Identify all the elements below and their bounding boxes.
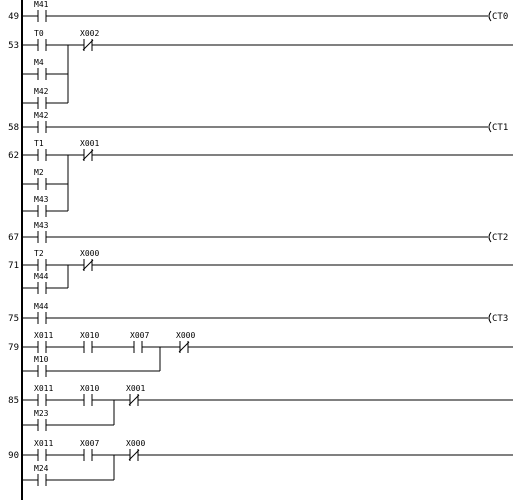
nc-contact bbox=[80, 139, 99, 161]
contact-label: X001 bbox=[80, 139, 100, 148]
contact-label: X010 bbox=[80, 384, 100, 393]
step-number: 71 bbox=[8, 261, 19, 271]
contact-label: X002 bbox=[80, 29, 100, 38]
no-contact bbox=[34, 331, 53, 353]
contact-label: M4 bbox=[34, 58, 44, 67]
contact-label: M43 bbox=[34, 195, 49, 204]
nc-contact bbox=[80, 29, 99, 51]
no-contact bbox=[34, 409, 49, 431]
counter-coil bbox=[489, 11, 508, 22]
contact-label: T1 bbox=[34, 139, 44, 148]
coil-bracket bbox=[489, 11, 491, 21]
contact-label: M24 bbox=[34, 464, 49, 473]
step-number: 85 bbox=[8, 396, 19, 406]
contact-label: T0 bbox=[34, 29, 44, 38]
contact-label: M44 bbox=[34, 302, 49, 311]
nc-contact bbox=[126, 384, 145, 406]
rung bbox=[8, 439, 513, 486]
counter-coil bbox=[489, 122, 508, 133]
no-contact bbox=[34, 168, 46, 190]
nc-contact bbox=[176, 331, 195, 353]
no-contact bbox=[34, 195, 49, 217]
rung bbox=[8, 221, 508, 243]
coil-label: CT3 bbox=[492, 314, 509, 324]
rung bbox=[8, 0, 508, 22]
contact-label: X007 bbox=[80, 439, 100, 448]
contact-label: M41 bbox=[34, 0, 49, 9]
contact-label: X000 bbox=[176, 331, 196, 340]
rung bbox=[8, 331, 513, 377]
nc-contact bbox=[80, 249, 99, 271]
no-contact bbox=[130, 331, 149, 353]
parallel-branch bbox=[23, 355, 160, 377]
contact-label: X011 bbox=[34, 331, 54, 340]
contact-label: M2 bbox=[34, 168, 44, 177]
rung bbox=[8, 384, 513, 431]
contact-label: M23 bbox=[34, 409, 49, 418]
contact-label: X007 bbox=[130, 331, 150, 340]
contact-label: X010 bbox=[80, 331, 100, 340]
rung bbox=[8, 139, 513, 217]
contact-label: X000 bbox=[126, 439, 146, 448]
coil-label: CT2 bbox=[492, 233, 509, 243]
no-contact bbox=[80, 439, 99, 461]
no-contact bbox=[34, 302, 49, 324]
counter-coil bbox=[489, 232, 508, 243]
parallel-branch bbox=[23, 272, 68, 294]
step-number: 58 bbox=[8, 123, 19, 133]
no-contact bbox=[34, 439, 53, 461]
step-number: 75 bbox=[8, 314, 19, 324]
parallel-branch bbox=[23, 409, 114, 431]
parallel-branch bbox=[23, 58, 68, 80]
coil-bracket bbox=[489, 122, 491, 132]
coil-label: CT0 bbox=[492, 12, 509, 22]
coil-bracket bbox=[489, 313, 491, 323]
parallel-branch bbox=[23, 464, 114, 486]
step-number: 67 bbox=[8, 233, 19, 243]
no-contact bbox=[34, 249, 46, 271]
parallel-branch bbox=[23, 87, 68, 109]
contact-label: M42 bbox=[34, 111, 49, 120]
nc-contact bbox=[126, 439, 145, 461]
no-contact bbox=[34, 111, 49, 133]
contact-label: M44 bbox=[34, 272, 49, 281]
no-contact bbox=[34, 0, 49, 22]
rung bbox=[8, 111, 508, 133]
coil-bracket bbox=[489, 232, 491, 242]
parallel-branch bbox=[23, 168, 68, 190]
rung bbox=[8, 302, 508, 324]
parallel-branch bbox=[23, 195, 68, 217]
contact-label: X000 bbox=[80, 249, 100, 258]
rung bbox=[8, 29, 513, 109]
no-contact bbox=[34, 29, 46, 51]
no-contact bbox=[34, 221, 49, 243]
contact-label: M42 bbox=[34, 87, 49, 96]
no-contact bbox=[34, 355, 49, 377]
contact-label: X011 bbox=[34, 439, 54, 448]
no-contact bbox=[34, 272, 49, 294]
no-contact bbox=[34, 87, 49, 109]
no-contact bbox=[34, 58, 46, 80]
step-number: 53 bbox=[8, 41, 19, 51]
no-contact bbox=[80, 384, 99, 406]
no-contact bbox=[34, 384, 53, 406]
rung bbox=[8, 249, 513, 294]
counter-coil bbox=[489, 313, 508, 324]
step-number: 62 bbox=[8, 151, 19, 161]
contact-label: M43 bbox=[34, 221, 49, 230]
contact-label: M10 bbox=[34, 355, 49, 364]
no-contact bbox=[34, 139, 46, 161]
step-number: 90 bbox=[8, 451, 19, 461]
contact-label: X001 bbox=[126, 384, 146, 393]
step-number: 79 bbox=[8, 343, 19, 353]
no-contact bbox=[80, 331, 99, 353]
no-contact bbox=[34, 464, 49, 486]
contact-label: X011 bbox=[34, 384, 54, 393]
contact-label: T2 bbox=[34, 249, 44, 258]
step-number: 49 bbox=[8, 12, 19, 22]
coil-label: CT1 bbox=[492, 123, 509, 133]
